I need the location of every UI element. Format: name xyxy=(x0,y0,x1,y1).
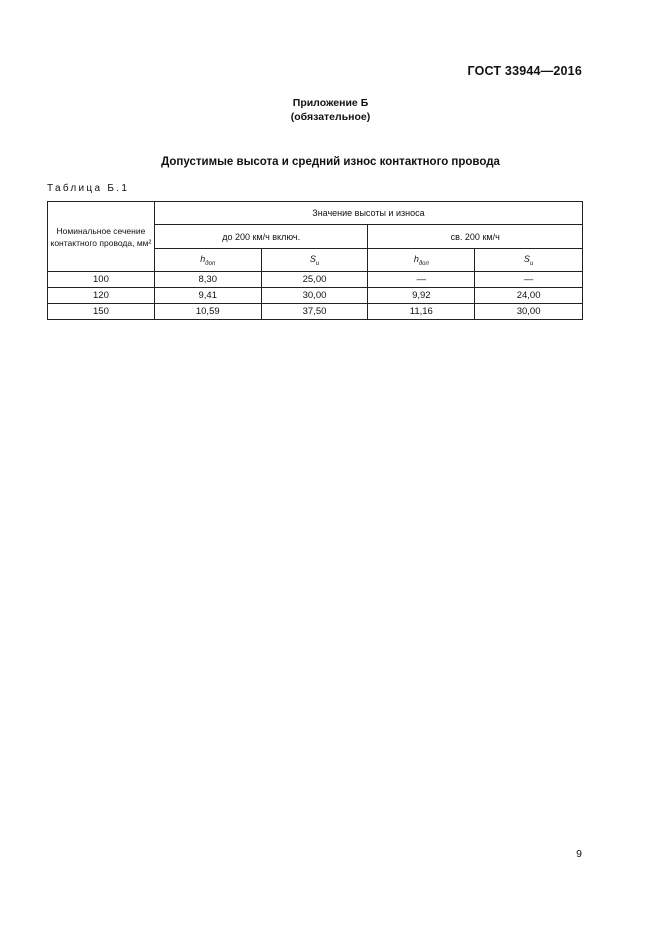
table-cell: 9,41 xyxy=(154,288,261,304)
table-cell: 8,30 xyxy=(154,272,261,288)
table-cell: 30,00 xyxy=(475,304,583,320)
page-number: 9 xyxy=(576,848,582,860)
symbol-header-cell xyxy=(261,249,368,272)
appendix-status: (обязательное) xyxy=(290,111,371,123)
table-cell: 100 xyxy=(48,272,155,288)
table-cell: — xyxy=(368,272,475,288)
table-cell: — xyxy=(475,272,583,288)
symbol-sub: доп xyxy=(418,260,429,267)
table-caption: Таблица Б.1 xyxy=(47,183,130,194)
table-cell: 25,00 xyxy=(261,272,368,288)
symbol-sub: доп xyxy=(205,260,216,267)
symbol-header-cell xyxy=(154,249,261,272)
table-cell: 150 xyxy=(48,304,155,320)
table-cell: 9,92 xyxy=(368,288,475,304)
speed-header-low: до 200 км/ч включ. xyxy=(154,225,368,249)
corner-header-cell: Номинальное сечение контактного провода, мм² xyxy=(48,202,155,272)
symbol-header-cell xyxy=(368,249,475,272)
speed-header-high: св. 200 км/ч xyxy=(368,225,583,249)
table-cell: 120 xyxy=(48,288,155,304)
table-cell: 11,16 xyxy=(368,304,475,320)
symbol-sub: и xyxy=(315,260,320,267)
table-cell: 30,00 xyxy=(261,288,368,304)
symbol-base: S xyxy=(309,253,316,264)
symbol-sub: и xyxy=(529,260,534,267)
table-cell: 24,00 xyxy=(475,288,583,304)
document-code: ГОСТ 33944—2016 xyxy=(467,64,582,78)
table-cell: 10,59 xyxy=(154,304,261,320)
table-row xyxy=(48,288,583,304)
symbol-base: h xyxy=(200,253,206,264)
group-header-cell: Значение высоты и износа xyxy=(154,202,582,225)
symbol-header-cell xyxy=(475,249,583,272)
table-row xyxy=(48,272,583,288)
symbol-base: h xyxy=(413,253,419,264)
section-heading: Допустимые высота и средний износ контактного провода xyxy=(161,156,500,168)
table-cell: 37,50 xyxy=(261,304,368,320)
appendix-title: Приложение Б xyxy=(292,97,369,109)
symbol-base: S xyxy=(523,253,530,264)
appendix-block xyxy=(0,96,661,124)
wire-wear-table xyxy=(47,201,583,320)
table-row xyxy=(48,304,583,320)
